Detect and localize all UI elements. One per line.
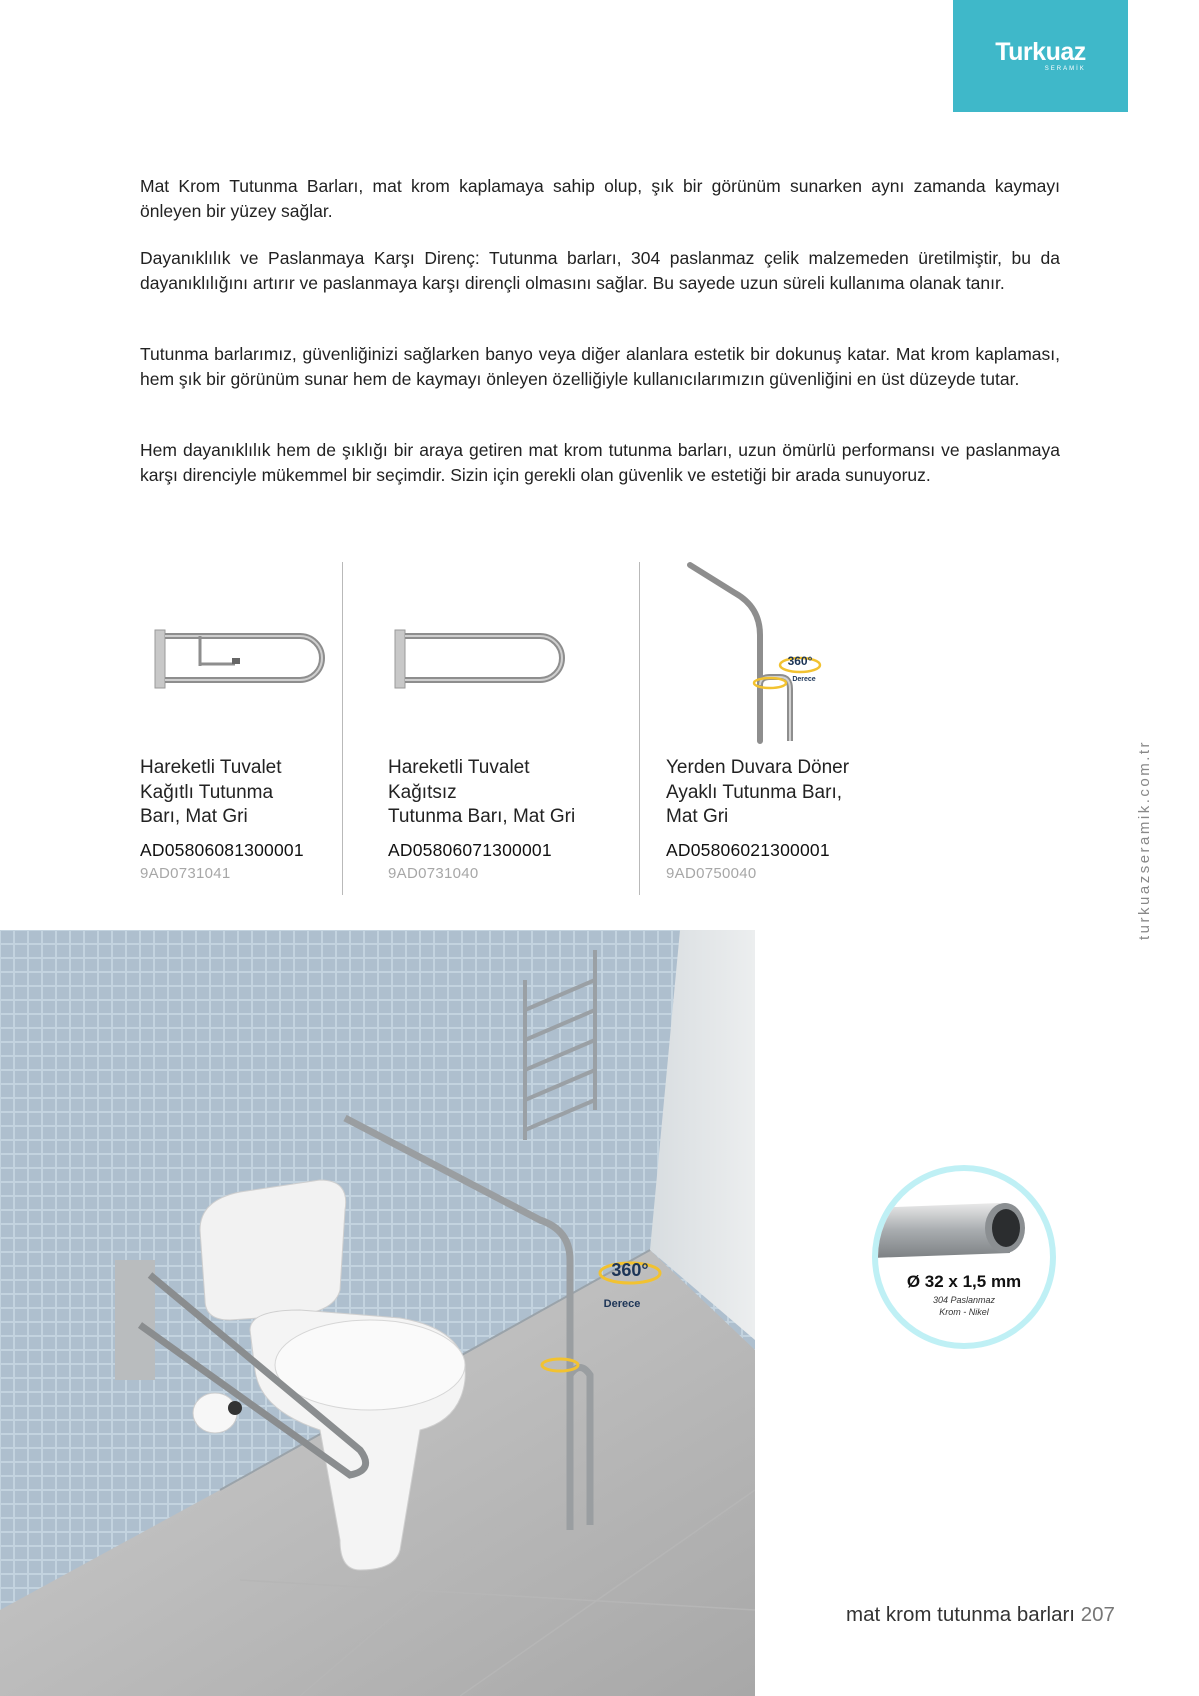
- product-3-title: Yerden Duvara Döner Ayaklı Tutunma Barı, Mat Gri: [666, 757, 850, 827]
- floor-to-wall-grab-bar-image: [680, 555, 840, 750]
- grab-bar-with-paper-holder-image: [150, 620, 332, 700]
- product-3-sub: 9AD0750040: [666, 865, 757, 882]
- badge-360-large: 360°: [611, 1260, 649, 1280]
- brand-logo-box: [953, 0, 1128, 112]
- intro-paragraph-2: Dayanıklılık ve Paslanmaya Karşı Direnç: Tutunma barları, 304 paslanmaz çelik malzemeden üretilmiştir, bu da dayanıklılığını artırır ve paslanmaya karşı dirençli olmasını sağlar. Bu sayede uzun süreli kullanıma olanak tanır.: [140, 248, 1060, 293]
- badge-label-small: Derece: [792, 676, 816, 683]
- badge-label-large: Derece: [603, 1298, 641, 1310]
- product-1-sub: 9AD0731041: [140, 865, 231, 882]
- footer: [846, 1603, 1115, 1627]
- product-divider: [639, 562, 640, 895]
- grab-bar-without-paper-image: [390, 620, 572, 700]
- pipe-size: Ø 32 x 1,5 mm: [906, 1272, 1022, 1291]
- brand-logo: [995, 40, 1086, 72]
- brand-sub: SERAMİK: [1044, 66, 1086, 72]
- product-1-code: AD05806081300001: [140, 840, 304, 860]
- product-2-sub: 9AD0731040: [388, 865, 479, 882]
- pipe-material: 304 Paslanmaz: [932, 1295, 996, 1305]
- brand-name: Turkuaz: [995, 38, 1086, 66]
- bathroom-photo: [0, 930, 755, 1696]
- side-url: turkuazseramik.com.tr: [1136, 739, 1153, 940]
- intro-paragraph-1: Mat Krom Tutunma Barları, mat krom kaplamaya sahip olup, şık bir görünüm sunarken aynı zamanda kaymayı önleyen bir yüzey sağlar.: [140, 176, 1060, 221]
- badge-360-small: 360°: [787, 654, 813, 668]
- product-3-code: AD05806021300001: [666, 840, 830, 860]
- product-2-code: AD05806071300001: [388, 840, 552, 860]
- product-2-title: Hareketli Tuvalet Kağıtsız Tutunma Barı, Mat Gri: [388, 757, 576, 827]
- product-1-title: Hareketli Tuvalet Kağıtlı Tutunma Barı, Mat Gri: [140, 757, 282, 827]
- page-number: 207: [1080, 1603, 1115, 1626]
- pipe-spec-badge: [870, 1163, 1058, 1351]
- pipe-finish: Krom - Nikel: [939, 1307, 989, 1317]
- footer-title: mat krom tutunma barları: [846, 1603, 1075, 1626]
- intro-paragraph-3: Tutunma barlarımız, güvenliğinizi sağlarken banyo veya diğer alanlara estetik bir dokunuş katar. Mat krom kaplaması, hem şık bir görünüm sunar hem de kaymayı önleyen özelliğiyle kullanıcılarımızın güvenliğini en üst düzeyde tutar.: [140, 344, 1060, 389]
- intro-paragraph-4: Hem dayanıklılık hem de şıklığı bir araya getiren mat krom tutunma barları, uzun ömürlü performansı ve paslanmaya karşı direnciyle mükemmel bir seçimdir. Sizin için gerekli olan güvenlik ve estetiği bir arada sunuyoruz.: [140, 440, 1060, 485]
- product-divider: [342, 562, 343, 895]
- bathroom-illustration: [0, 930, 755, 1696]
